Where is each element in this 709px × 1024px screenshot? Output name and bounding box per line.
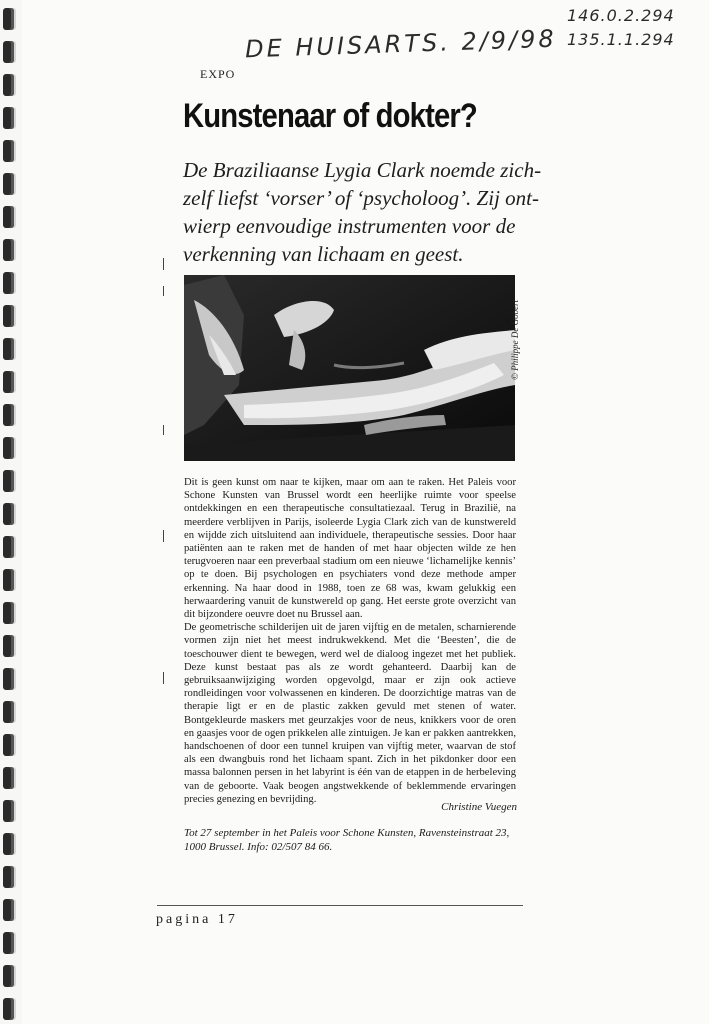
info-line: Tot 27 september in het Paleis voor Schone Kunsten, Ravensteinstraat 23, — [184, 827, 510, 839]
binding-ring — [3, 140, 14, 162]
binding-ring — [3, 437, 14, 459]
handwritten-source-note: DE HUISARTS. 2/9/98 — [244, 24, 558, 64]
body-paragraph: Dit is geen kunst om naar te kijken, maar om aan te raken. Het Paleis voor Schone Kunsten van Brussel wordt een heerlijke ruimte voor speelse ontdekkingen en een therapeutische consultatiezaal. Terug in Brazilië, na meerdere verblijven in Parijs, isoleerde Lygia Clark zich van de kunstwereld en wijdde zich uitsluitend aan individuele, therapeutische sessies. Door haar patiënten aan te raken met de handen of met haar objecten wilde ze hen terugvoeren naar een preverbaal stadium om een nieuwe ‘lichamelijke kennis’ op te doen. Bij psychologen en psychiaters vond deze methode amper erkenning. Na haar dood in 1988, toen ze 68 was, kwam gelukkig een herwaardering vanuit de kunstwereld op gang. Het eerste grote overzicht van dit bijzondere oeuvre doet nu Brussel aan. — [184, 477, 516, 621]
binding-ring — [3, 206, 14, 228]
article-headline: Kunstenaar of dokter? — [183, 97, 477, 135]
binding-ring — [3, 239, 14, 261]
binding-ring — [3, 173, 14, 195]
handwritten-reference-2: 135.1.1.294 — [567, 30, 675, 49]
binding-ring — [3, 734, 14, 756]
binding-ring — [3, 371, 14, 393]
binding-ring — [3, 8, 14, 30]
binding-ring — [3, 899, 14, 921]
binding-ring — [3, 635, 14, 657]
exhibition-info — [184, 826, 524, 854]
spiral-binding — [0, 0, 22, 1024]
binding-ring — [3, 536, 14, 558]
article-body — [184, 476, 516, 806]
article-lead — [183, 156, 542, 268]
binding-ring — [3, 800, 14, 822]
binding-ring — [3, 107, 14, 129]
binding-ring — [3, 668, 14, 690]
margin-mark — [163, 530, 164, 542]
lead-line: De Braziliaanse Lygia Clark noemde zich- — [183, 158, 542, 182]
margin-mark — [163, 286, 164, 296]
binding-ring — [3, 965, 14, 987]
binding-ring — [3, 305, 14, 327]
lead-line: verkenning van lichaam en geest. — [183, 242, 464, 266]
info-line: 1000 Brussel. Info: 02/507 84 66. — [184, 841, 333, 853]
lead-line: wierp eenvoudige instrumenten voor de — [183, 214, 516, 238]
article-photo — [184, 275, 515, 461]
page-number: pagina 17 — [156, 912, 238, 927]
binding-ring — [3, 470, 14, 492]
handwritten-reference-1: 146.0.2.294 — [567, 6, 675, 25]
footer-rule — [157, 905, 523, 906]
binding-ring — [3, 932, 14, 954]
body-paragraph: De geometrische schilderijen uit de jaren vijftig en de metalen, scharnierende vormen zijn niet het meest indrukwekkend. Met die ‘Beesten’, die de toeschouwer dient te bewegen, werd wel de dialoog ingezet met het publiek. Deze kunst bestaat pas als ze wordt gehanteerd. Daarbij kan de gebruiksaanwijziging worden opgevolgd, maar er zijn ook actieve rondleidingen voor volwassenen en kinderen. De doorzichtige matras van de therapie ligt er en de plastic zakken gevuld met stenen of water. Bontgekleurde maskers met geurzakjes voor de neus, knikkers voor de oren en gaasjes voor de ogen prikkelen alle zintuigen. Je kan er pakken aantrekken, handschoenen of door een tunnel kruipen van vijftig meter, waarvan de stof als een dwangbuis rond het lichaam spant. Zich in het pikdonker door een massa balonnen persen in het labyrint is één van de etappen in de herbeleving van de geboorte. Vaak beogen angstwekkende of beklemmende ervaringen precies genezing en bevrijding. — [184, 622, 516, 805]
binding-ring — [3, 602, 14, 624]
article-author: Christine Vuegen — [441, 801, 517, 813]
binding-ring — [3, 41, 14, 63]
binding-ring — [3, 338, 14, 360]
binding-ring — [3, 404, 14, 426]
margin-mark — [163, 258, 164, 270]
binding-ring — [3, 767, 14, 789]
binding-ring — [3, 569, 14, 591]
photo-image — [184, 275, 515, 461]
binding-ring — [3, 272, 14, 294]
photo-credit: © Philippe De Gobert — [510, 299, 520, 380]
binding-ring — [3, 503, 14, 525]
binding-ring — [3, 74, 14, 96]
binding-ring — [3, 998, 14, 1020]
margin-mark — [163, 425, 164, 435]
binding-ring — [3, 866, 14, 888]
margin-mark — [163, 672, 164, 684]
section-label: EXPO — [200, 67, 236, 81]
binding-ring — [3, 833, 14, 855]
binding-ring — [3, 701, 14, 723]
lead-line: zelf liefst ‘vorser’ of ‘psycholoog’. Zij ont- — [183, 186, 539, 210]
